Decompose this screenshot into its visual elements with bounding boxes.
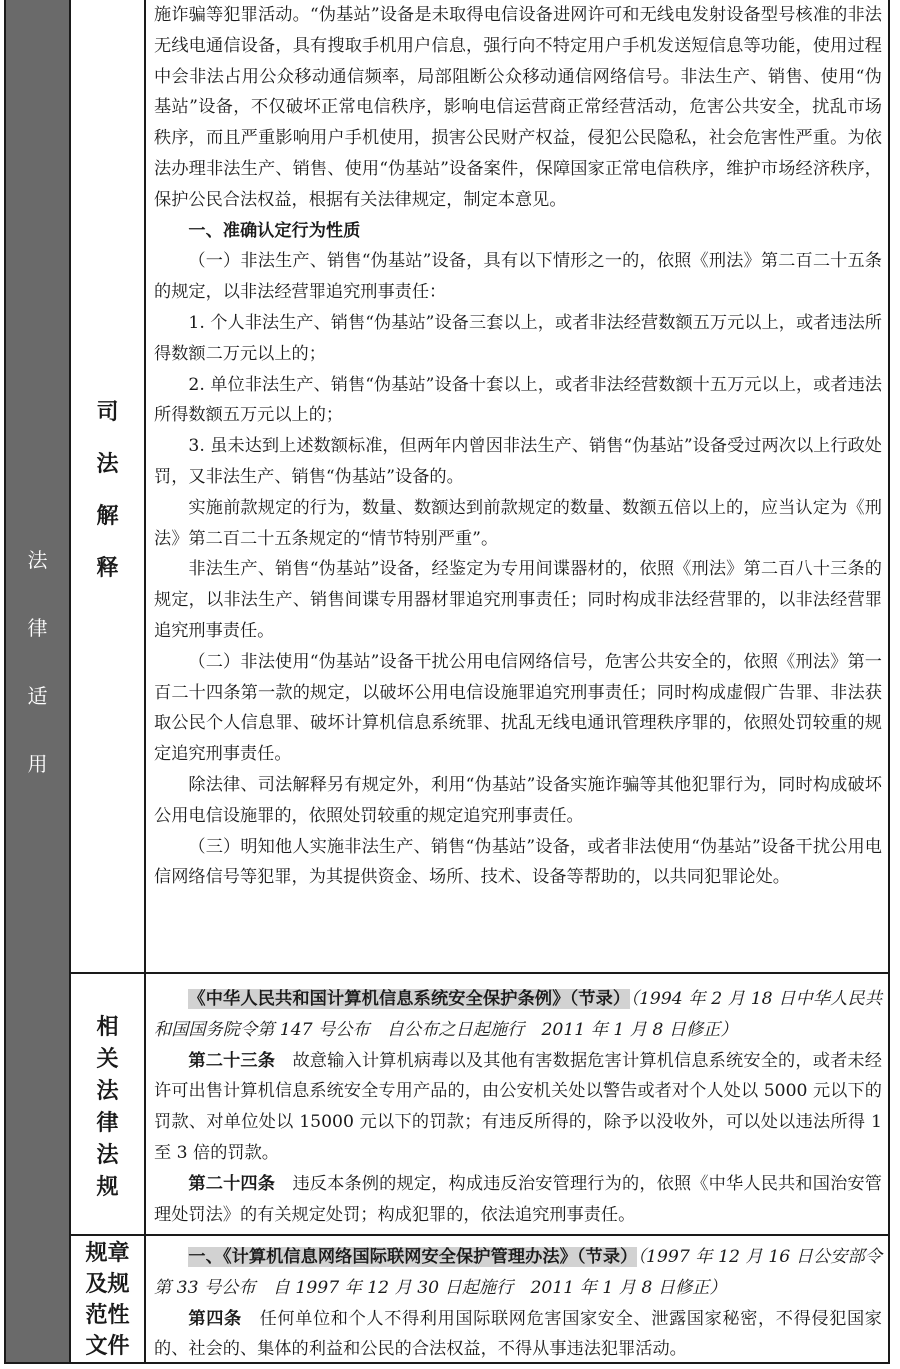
section-label-cell-judicial xyxy=(71,0,146,974)
article xyxy=(154,1169,882,1231)
section-label-judicial: 司 法 解 释 xyxy=(96,400,119,581)
paragraph: 实施前款规定的行为，数量、数额达到前款规定的数量、数额五倍以上的，应当认定为《刑法》第二百二十五条规定的“情节特别严重”。 xyxy=(154,497,882,549)
regulation-title-highlight: 一、《计算机信息网络国际联网安全保护管理办法》（节录） xyxy=(188,1247,638,1267)
paragraph: 1. 个人非法生产、销售“伪基站”设备三套以上，或者非法经营数额五万元以上，或者违法所得数额二万元以上的； xyxy=(154,312,882,364)
related-laws-content xyxy=(146,974,890,1236)
paragraph: 2. 单位非法生产、销售“伪基站”设备十套以上，或者非法经营数额十五万元以上，或者违法所得数额五万元以上的； xyxy=(154,374,882,426)
paragraph: 施诈骗等犯罪活动。“伪基站”设备是未取得电信设备进网许可和无线电发射设备型号核准的非法无线电通信设备，具有搜取手机用户信息，强行向不特定用户手机发送短信息等功能，使用过程中会非法占用公众移动通信频率，局部阻断公众移动通信网络信号。非法生产、销售、使用“伪基站”设备，不仅破坏正常电信秩序，影响电信运营商正常经营活动，危害公共安全，扰乱市场秩序，而且严重影响用户手机使用，损害公民财产权益，侵犯公民隐私，社会危害性严重。为依法办理非法生产、销售、使用“伪基站”设备案件，保障国家正常电信秩序，维护市场经济秩序，保护公民合法权益，根据有关法律规定，制定本意见。 xyxy=(154,5,882,210)
regulations-content xyxy=(146,1236,890,1364)
regulation-source: （1994 年 2 月 18 日中华人民共和国国务院令第 147 号公布 自公布之日起施行 2011 年 1 月 8 日修正） xyxy=(154,989,883,1040)
paragraph: 3. 虽未达到上述数额标准，但两年内曾因非法生产、销售“伪基站”设备受过两次以上行政处罚，又非法生产、销售“伪基站”设备的。 xyxy=(154,436,882,487)
article-text: 任何单位和个人不得利用国际联网危害国家安全、泄露国家秘密，不得侵犯国家的、社会的、集体的利益和公民的合法权益，不得从事违法犯罪活动。 xyxy=(154,1308,882,1360)
judicial-interpretation-content xyxy=(146,0,890,974)
article-text: 故意输入计算机病毒以及其他有害数据危害计算机信息系统安全的，或者未经许可出售计算机信息系统安全专用产品的，由公安机关处以警告或者对个人处以 5000 元以下的罚款、对单位处以 15000 元以下的罚款；有违反所得的，除予以没收外，可以处以违法所得 1 至 3 倍的罚款。 xyxy=(154,1050,882,1163)
section-heading: 一、准确认定行为性质 xyxy=(188,220,361,241)
section-label-cell-regulations xyxy=(71,1236,146,1364)
section-label-laws: 相 关 法 律 法 规 xyxy=(96,1015,119,1200)
paragraph: 除法律、司法解释另有规定外，利用“伪基站”设备实施诈骗等其他犯罪行为，同时构成破坏公用电信设施罪的，依照处罚较重的规定追究刑事责任。 xyxy=(154,774,882,826)
paragraph: （三）明知他人实施非法生产、销售“伪基站”设备，或者非法使用“伪基站”设备干扰公用电信网络信号等犯罪，为其提供资金、场所、技术、设备等帮助的，以共同犯罪论处。 xyxy=(154,836,882,888)
regulation-citation xyxy=(154,1242,882,1304)
outer-category-label: 法 律 适 用 xyxy=(27,548,48,776)
article-number: 第二十四条 xyxy=(188,1173,276,1194)
article-number: 第二十三条 xyxy=(188,1050,276,1071)
regulation-source: （1997 年 12 月 16 日公安部令第 33 号公布 自 1997 年 12 月 30 日起施行 2011 年 1 月 8 日修正） xyxy=(154,1247,882,1298)
article xyxy=(154,1304,882,1366)
paragraph: 非法生产、销售“伪基站”设备，经鉴定为专用间谍器材的，依照《刑法》第二百八十三条的规定，以非法生产、销售间谍专用器材罪追究刑事责任；同时构成非法经营罪的，以非法经营罪追究刑事责任。 xyxy=(154,559,882,641)
article-number: 第四条 xyxy=(188,1308,242,1329)
paragraph: （一）非法生产、销售“伪基站”设备，具有以下情形之一的，依照《刑法》第二百二十五条的规定，以非法经营罪追究刑事责任： xyxy=(154,251,882,303)
section-label-regulations: 规章 及规 范性 文件 xyxy=(85,1241,130,1359)
regulation-citation xyxy=(154,984,882,1046)
outer-category-column xyxy=(4,0,71,1364)
section-label-cell-laws xyxy=(71,974,146,1236)
paragraph: （二）非法使用“伪基站”设备干扰公用电信网络信号，危害公共安全的，依照《刑法》第一百二十四条第一款的规定，以破坏公用电信设施罪追究刑事责任；同时构成虚假广告罪、非法获取公民个人信息罪、破坏计算机信息系统罪、扰乱无线电通讯管理秩序罪的，依照处罚较重的规定追究刑事责任。 xyxy=(154,651,882,765)
article-text: 违反本条例的规定，构成违反治安管理行为的，依照《中华人民共和国治安管理处罚法》的有关规定处罚；构成犯罪的，依法追究刑事责任。 xyxy=(154,1173,882,1225)
article xyxy=(154,1046,882,1169)
regulation-title-highlight: 《中华人民共和国计算机信息系统安全保护条例》（节录） xyxy=(188,989,631,1009)
